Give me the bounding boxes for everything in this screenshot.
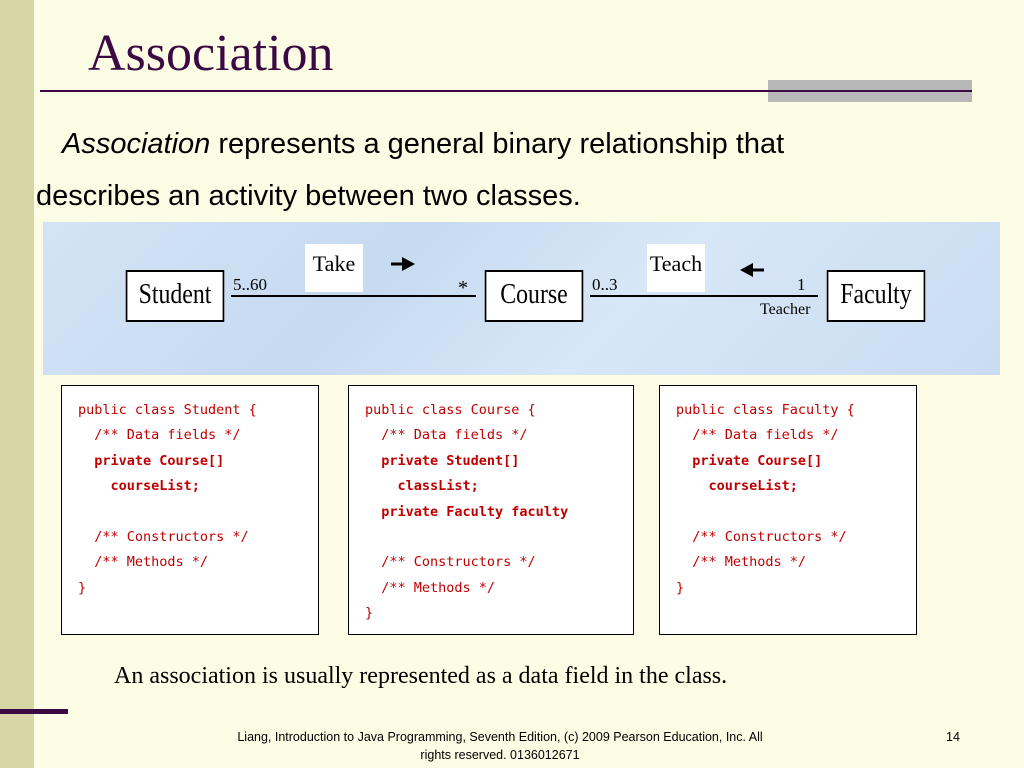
association-label-teach xyxy=(647,244,705,292)
code-line: courseList; xyxy=(676,478,798,495)
code-line: } xyxy=(78,579,87,596)
code-box-faculty xyxy=(659,385,917,635)
footer-line1: Liang, Introduction to Java Programming, Seventh Edition, (c) 2009 Pearson Education, Inc. All xyxy=(237,730,763,744)
code-line: /** Data fields */ xyxy=(365,427,528,444)
association-label-take xyxy=(305,244,363,292)
multiplicity-course-take: * xyxy=(458,277,468,299)
class-name-faculty: Faculty xyxy=(840,279,912,310)
teach-label: Teach xyxy=(649,251,703,276)
class-box-faculty xyxy=(827,270,926,322)
role-name-teacher: Teacher xyxy=(760,301,811,318)
title-underline-accent xyxy=(768,90,972,92)
code-line xyxy=(78,500,318,525)
take-label: Take xyxy=(312,251,356,276)
code-line: /** Data fields */ xyxy=(78,427,241,444)
footer-copyright xyxy=(195,728,805,764)
code-line: private Course[] xyxy=(676,452,823,469)
code-line: /** Constructors */ xyxy=(676,529,847,546)
multiplicity-student-take: 5..60 xyxy=(233,275,267,294)
code-box-student xyxy=(61,385,319,635)
uml-diagram xyxy=(43,222,1000,375)
multiplicity-faculty-teach: 1 xyxy=(797,275,806,294)
code-line: /** Methods */ xyxy=(676,554,807,571)
page-number: 14 xyxy=(946,730,960,744)
intro-line2: describes an activity between two classes. xyxy=(36,180,581,212)
code-line: /** Constructors */ xyxy=(365,554,536,571)
code-line: private Course[] xyxy=(78,452,225,469)
intro-paragraph xyxy=(36,118,986,222)
multiplicity-course-teach: 0..3 xyxy=(592,275,618,294)
code-line: courseList; xyxy=(78,478,200,495)
summary-note: An association is usually represented as a data field in the class. xyxy=(114,663,728,689)
left-sidebar-bar xyxy=(0,0,34,768)
code-line: public class Faculty { xyxy=(676,402,855,418)
code-line: /** Methods */ xyxy=(365,579,496,596)
intro-term: Association xyxy=(62,128,211,160)
footer-line2: rights reserved. 0136012671 xyxy=(420,748,580,762)
code-line: private Faculty faculty xyxy=(365,503,569,520)
code-line: public class Student { xyxy=(78,402,257,418)
code-line: public class Course { xyxy=(365,402,536,418)
code-line: /** Constructors */ xyxy=(78,529,249,546)
code-line: } xyxy=(365,605,374,622)
code-line: /** Methods */ xyxy=(78,554,209,571)
class-name-student: Student xyxy=(138,279,212,310)
code-line: } xyxy=(676,579,685,596)
slide-title: Association xyxy=(88,25,334,82)
code-line xyxy=(365,525,633,550)
class-box-course xyxy=(485,270,584,322)
class-box-student xyxy=(126,270,225,322)
code-line: private Student[] xyxy=(365,452,520,469)
code-line: /** Data fields */ xyxy=(676,427,839,444)
code-line: classList; xyxy=(365,478,479,495)
left-accent-line xyxy=(0,709,68,714)
class-name-course: Course xyxy=(500,279,568,310)
intro-line1-rest: represents a general binary relationship that xyxy=(210,128,785,160)
code-line xyxy=(676,500,916,525)
code-box-course xyxy=(348,385,634,635)
